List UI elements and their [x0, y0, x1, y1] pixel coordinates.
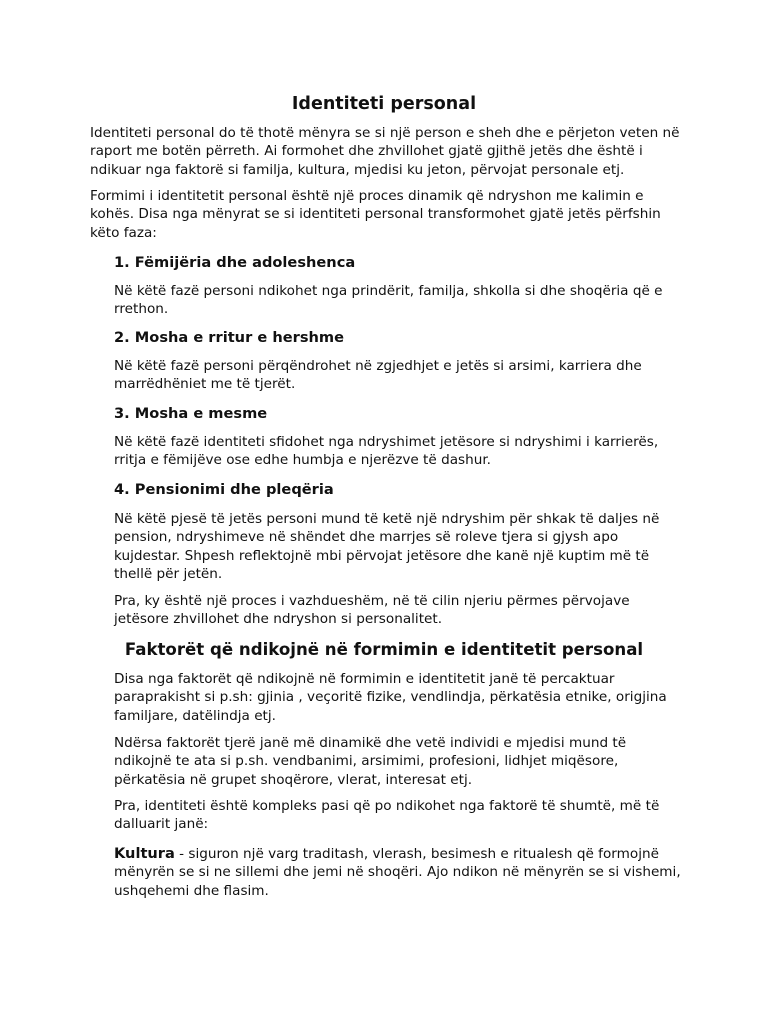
kultura-term: Kultura — [114, 845, 175, 862]
phase-2-heading: 2. Mosha e rritur e hershme — [114, 329, 344, 346]
document-title: Identiteti personal — [291, 94, 477, 114]
conclusion-paragraph: Pra, ky është një proces i vazhdueshëm, në të cilin njeriu përmes përvojave jetësore zhvillohet dhe ndryshon si personalitet. — [114, 593, 630, 628]
phase-1-text: Në këtë fazë personi ndikohet nga prindërit, familja, shkolla si dhe shoqëria që e rrethon. — [114, 283, 663, 318]
phase-4-text: Në këtë pjesë të jetës personi mund të ketë një ndryshim për shkak të daljes në pension, ndryshimeve në shëndet dhe marrjes së roleve tjera si gjysh apo kujdestar. Shpesh reflektojnë mbi përvojat jetësore dhe kanë një kuptim më të thellë për jetën. — [114, 511, 660, 583]
section-2-title: Faktorët që ndikojnë në formimin e identitetit personal — [124, 640, 644, 659]
kultura-text: - siguron një varg traditash, vlerash, besimesh e ritualesh që formojnë mënyrën se si ne sillemi dhe jemi në shoqëri. Ajo ndikon në mënyrën se si vishemi, ushqehemi dhe flasim. — [114, 846, 681, 899]
phase-4-heading: 4. Pensionimi dhe pleqëria — [114, 481, 334, 498]
factors-paragraph-1: Disa nga faktorët që ndikojnë në formimin e identitetit janë të percaktuar paraprakisht si p.sh: gjinia , veçoritë fizike, vendlindja, përkatësia etnike, origjina familjare, datëlindja etj. — [114, 671, 667, 724]
factors-paragraph-3: Pra, identiteti është kompleks pasi që po ndikohet nga faktorë të shumtë, më të dalluarit janë: — [114, 798, 660, 833]
phase-1-heading: 1. Fëmijëria dhe adoleshenca — [114, 254, 356, 271]
intro-paragraph-1: Identiteti personal do të thotë mënyra se si një person e sheh dhe e përjeton veten në raport me botën përreth. Ai formohet dhe zhvillohet gjatë gjithë jetës dhe është i ndikuar nga faktorë si familja, kultura, mjedisi ku jeton, përvojat personale etj. — [90, 125, 680, 178]
intro-paragraph-2: Formimi i identitetit personal është një proces dinamik që ndryshon me kalimin e kohës. Disa nga mënyrat se si identiteti personal transformohet gjatë jetës përfshin këto faza: — [90, 188, 661, 241]
phase-2-text: Në këtë fazë personi përqëndrohet në zgjedhjet e jetës si arsimi, karriera dhe marrëdhëniet me të tjerët. — [114, 358, 642, 393]
kultura-paragraph — [114, 845, 686, 900]
phase-3-text: Në këtë fazë identiteti sfidohet nga ndryshimet jetësore si ndryshimi i karrierës, rritja e fëmijëve ose edhe humbja e njerëzve të dashur. — [114, 434, 659, 469]
phase-3-heading: 3. Mosha e mesme — [114, 405, 268, 422]
factors-paragraph-2: Ndërsa faktorët tjerë janë më dinamikë dhe vetë individi e mjedisi mund të ndikojnë te ata si p.sh. vendbanimi, arsimimi, profesioni, lidhjet miqësore, përkatësia në grupet shoqërore, vlerat, interesat etj. — [114, 735, 627, 788]
